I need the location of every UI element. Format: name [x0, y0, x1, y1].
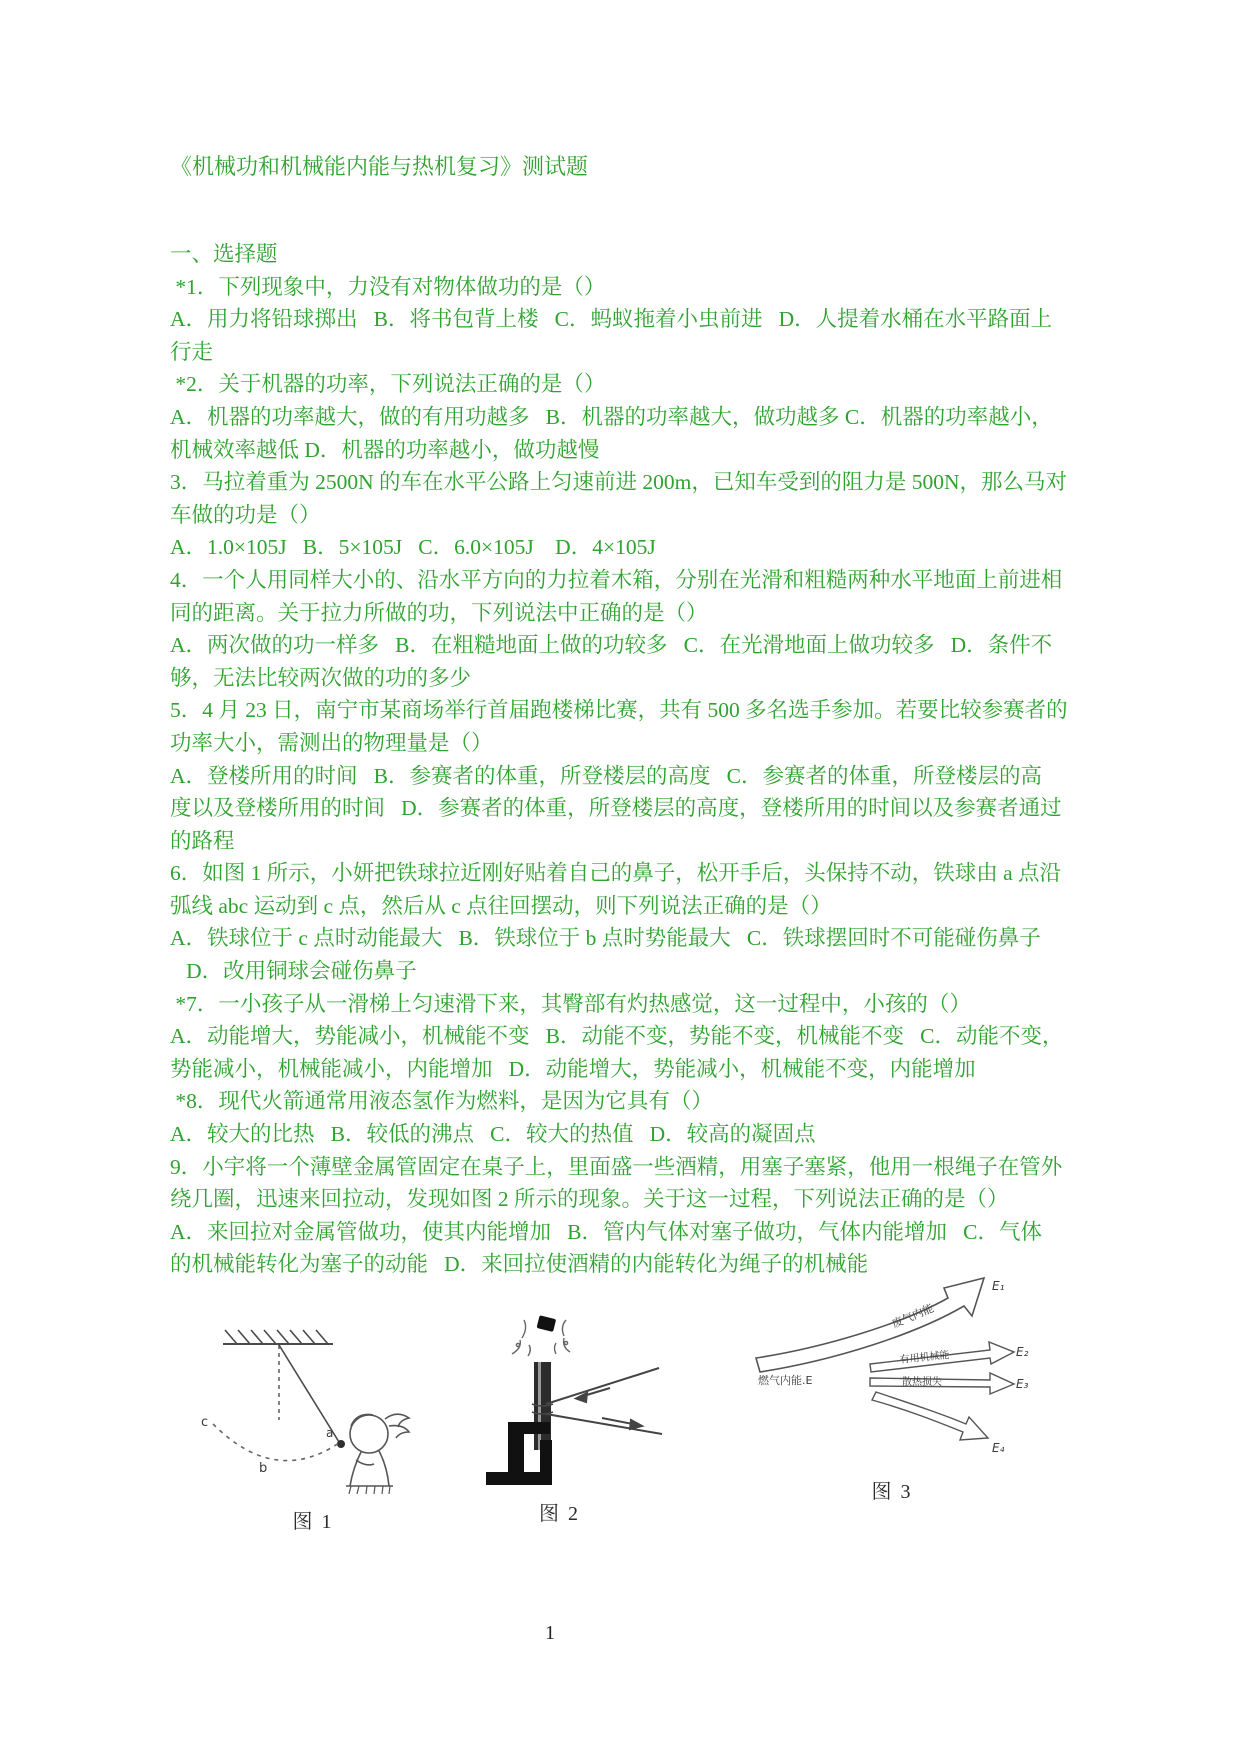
- text-line: 的路程: [170, 828, 235, 853]
- fig3-source-label: 燃气内能.E: [758, 1374, 813, 1387]
- text-line: A．两次做的功一样多 B．在粗糙地面上做的功较多 C．在光滑地面上做功较多 D．条件不: [170, 633, 1053, 658]
- text-line: *8．现代火箭通常用液态氢作为燃料，是因为它具有（）: [170, 1089, 713, 1114]
- fig3-e3-label: E₃: [1016, 1377, 1029, 1391]
- text-line: A．机器的功率越大，做的有用功越多 B．机器的功率越大，做功越多 C．机器的功率越小，: [170, 404, 1053, 429]
- page-title: 《机械功和机械能内能与热机复习》测试题: [170, 154, 589, 179]
- text-line: 车做的功是（）: [170, 502, 321, 527]
- text-line: 弧线 abc 运动到 c 点，然后从 c 点往回摆动，则下列说法正确的是（）: [170, 893, 832, 918]
- figure2-tube-image: [452, 1312, 667, 1486]
- figure3-caption: 图 3: [871, 1481, 913, 1503]
- fig3-exhaust-label: 废气内能: [890, 1301, 936, 1331]
- fig1-point-a-label: a: [326, 1426, 334, 1440]
- text-line: A．1.0×105J B．5×105J C．6.0×105J D．4×105J: [170, 535, 656, 560]
- text-line: *1．下列现象中，力没有对物体做功的是（）: [170, 274, 606, 299]
- text-line: 绕几圈，迅速来回拉动，发现如图 2 所示的现象。关于这一过程，下列说法正确的是（）: [170, 1187, 1009, 1212]
- fig3-e1-label: E₁: [992, 1279, 1005, 1293]
- fig3-loss-label: 散热损失: [902, 1377, 942, 1388]
- text-line: A．铁球位于 c 点时动能最大 B．铁球位于 b 点时势能最大 C．铁球摆回时不可能碰伤鼻子: [170, 926, 1041, 951]
- question-text-block: [170, 238, 1100, 1281]
- text-line: A．较大的比热 B．较低的沸点 C．较大的热值 D．较高的凝固点: [170, 1122, 816, 1147]
- text-line: 够，无法比较两次做的功的多少: [170, 665, 472, 690]
- figure2-caption: 图 2: [539, 1503, 580, 1525]
- text-line: 的机械能转化为塞子的动能 D．来回拉使酒精的内能转化为绳子的机械能: [170, 1252, 869, 1277]
- figure1-pendulum-image: [193, 1322, 433, 1494]
- figure3-energy-flow-image: [752, 1272, 1032, 1470]
- text-line: 3．马拉着重为 2500N 的车在水平公路上匀速前进 200m，已知车受到的阻力是 500N，那么马对: [170, 470, 1068, 495]
- figure-2: [452, 1312, 667, 1526]
- fig3-e4-label: E₄: [992, 1441, 1005, 1455]
- text-line: *2．关于机器的功率，下列说法正确的是（）: [170, 372, 606, 397]
- text-line: 6．如图 1 所示，小妍把铁球拉近刚好贴着自己的鼻子，松开手后，头保持不动，铁球由 a 点沿: [170, 861, 1062, 886]
- clamp-stand: [486, 1422, 552, 1485]
- text-line: A．动能增大，势能减小，机械能不变 B．动能不变，势能不变，机械能不变 C．动能不变，: [170, 1024, 1064, 1049]
- text-line: 机械效率越低 D．机器的功率越小，做功越慢: [170, 437, 600, 462]
- text-line: 功率大小，需测出的物理量是（）: [170, 730, 493, 755]
- fig3-useful-label: 有用机械能: [899, 1349, 951, 1366]
- text-line: A．登楼所用的时间 B．参赛者的体重，所登楼层的高度 C．参赛者的体重，所登楼层的高: [170, 763, 1042, 788]
- text-line: 度以及登楼所用的时间 D．参赛者的体重，所登楼层的高度，登楼所用的时间以及参赛者通过: [170, 796, 1062, 821]
- text-line: 同的距离。关于拉力所做的功，下列说法中正确的是（）: [170, 600, 708, 625]
- text-line: 9．小宇将一个薄壁金属管固定在桌子上，里面盛一些酒精，用塞子塞紧，他用一根绳子在管外: [170, 1154, 1063, 1179]
- text-line: 势能减小，机械能减小，内能增加 D．动能增大，势能减小，机械能不变，内能增加: [170, 1056, 976, 1081]
- fig1-point-c-label: c: [201, 1415, 209, 1430]
- figure-3: [752, 1272, 1032, 1504]
- text-line: 4．一个人用同样大小的、沿水平方向的力拉着木箱，分别在光滑和粗糙两种水平地面上前进相: [170, 567, 1063, 592]
- girl-sketch: [346, 1414, 409, 1494]
- text-line: 一、选择题: [170, 242, 278, 266]
- text-line: A．来回拉对金属管做功，使其内能增加 B．管内气体对塞子做功，气体内能增加 C．气体: [170, 1219, 1042, 1244]
- figure-1: [193, 1322, 433, 1534]
- text-line: 5．4 月 23 日，南宁市某商场举行首届跑楼梯比赛，共有 500 多名选手参加。若要比较参赛者的: [170, 698, 1068, 723]
- fig3-e2-label: E₂: [1016, 1345, 1029, 1359]
- text-line: A．用力将铅球掷出 B．将书包背上楼 C．蚂蚁拖着小虫前进 D．人提着水桶在水平路面上: [170, 307, 1053, 332]
- figure1-caption: 图 1: [292, 1511, 334, 1533]
- text-line: 行走: [170, 339, 214, 364]
- page-number: 1: [545, 1622, 555, 1644]
- text-line: D．改用铜球会碰伤鼻子: [170, 959, 417, 984]
- text-line: *7．一小孩子从一滑梯上匀速滑下来，其臀部有灼热感觉，这一过程中，小孩的（）: [170, 991, 971, 1016]
- fig1-point-b-label: b: [259, 1461, 268, 1476]
